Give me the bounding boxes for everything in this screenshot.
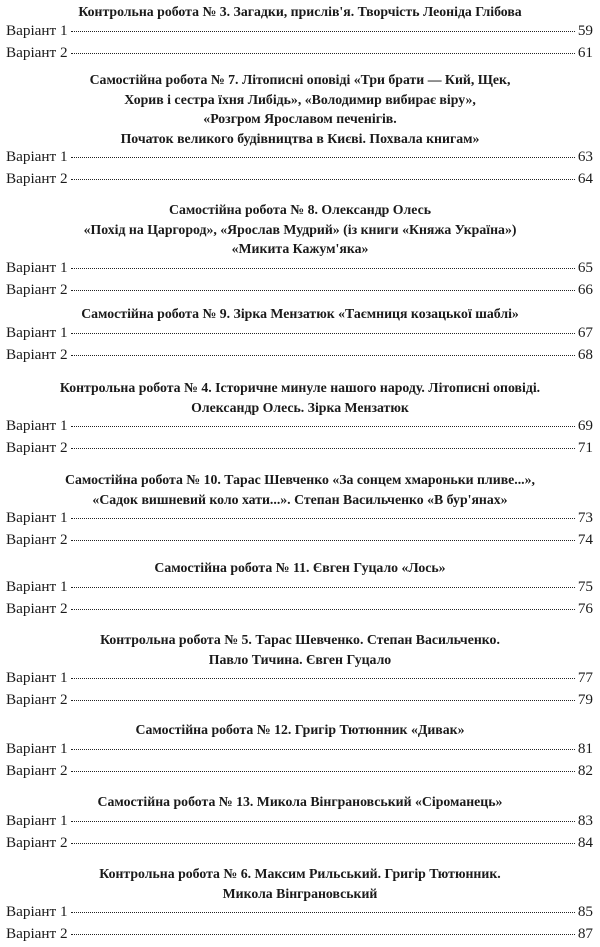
page-number: 79 bbox=[577, 691, 593, 708]
page-number: 71 bbox=[577, 439, 593, 456]
toc-entry[interactable] bbox=[0, 259, 600, 281]
entry-label: Варіант 2 bbox=[6, 925, 68, 942]
heading-line: Початок великого будівництва в Києві. Похвала книгам» bbox=[120, 130, 480, 146]
entry-label: Варіант 1 bbox=[6, 148, 68, 165]
dot-leader bbox=[71, 426, 575, 427]
section-heading bbox=[0, 864, 600, 903]
toc-section bbox=[0, 558, 600, 622]
entry-label: Варіант 1 bbox=[6, 509, 68, 526]
toc-entry[interactable] bbox=[0, 346, 600, 368]
section-heading bbox=[0, 2, 600, 22]
section-heading bbox=[0, 630, 600, 669]
page-number: 75 bbox=[577, 577, 593, 595]
dot-leader bbox=[71, 821, 575, 822]
page-number: 66 bbox=[577, 280, 593, 298]
toc-entry[interactable] bbox=[0, 44, 600, 66]
section-heading bbox=[0, 558, 600, 578]
entry-label: Варіант 2 bbox=[6, 43, 68, 61]
heading-line: «Микита Кажум'яка» bbox=[231, 241, 369, 256]
toc-entry[interactable] bbox=[0, 669, 600, 691]
heading-line: Самостійна робота № 10. Тарас Шевченко «За сонцем хмароньки пливе...», bbox=[65, 472, 535, 487]
entry-label: Варіант 1 bbox=[6, 417, 68, 434]
section-heading bbox=[0, 304, 600, 324]
entry-label: Варіант 2 bbox=[6, 833, 68, 851]
toc-entry[interactable] bbox=[0, 740, 600, 762]
toc-section bbox=[0, 378, 600, 461]
page-number: 63 bbox=[577, 148, 593, 165]
entry-label: Варіант 1 bbox=[6, 577, 68, 595]
toc-entry[interactable] bbox=[0, 600, 600, 622]
heading-line: Самостійна робота № 9. Зірка Мензатюк «Таємниця козацької шаблі» bbox=[81, 306, 519, 321]
page-number: 77 bbox=[577, 669, 593, 686]
dot-leader bbox=[71, 268, 575, 269]
toc-section bbox=[0, 200, 600, 303]
heading-line: Контрольна робота № 3. Загадки, прислів'я. Творчість Леоніда Глібова bbox=[78, 4, 522, 19]
dot-leader bbox=[71, 333, 575, 334]
heading-line: «Садок вишневий коло хати...». Степан Васильченко «В бур'янах» bbox=[92, 491, 508, 507]
page-number: 73 bbox=[577, 509, 593, 526]
heading-line: Хорив і сестра їхня Либідь», «Володимир вибирає віру», bbox=[124, 91, 476, 107]
dot-leader bbox=[71, 771, 575, 772]
dot-leader bbox=[71, 934, 575, 935]
dot-leader bbox=[71, 700, 575, 701]
heading-line: Павло Тичина. Євген Гуцало bbox=[208, 651, 392, 667]
entry-label: Варіант 1 bbox=[6, 903, 68, 920]
page-number: 68 bbox=[577, 345, 593, 363]
toc-entry[interactable] bbox=[0, 812, 600, 834]
dot-leader bbox=[71, 518, 575, 519]
toc-entry[interactable] bbox=[0, 509, 600, 531]
entry-label: Варіант 2 bbox=[6, 280, 68, 298]
entry-label: Варіант 1 bbox=[6, 323, 68, 341]
section-heading bbox=[0, 200, 600, 259]
toc-entry[interactable] bbox=[0, 281, 600, 303]
page-number: 59 bbox=[577, 21, 593, 39]
section-heading bbox=[0, 378, 600, 417]
toc-entry[interactable] bbox=[0, 417, 600, 439]
entry-label: Варіант 1 bbox=[6, 811, 68, 829]
entry-label: Варіант 1 bbox=[6, 258, 68, 276]
toc-section bbox=[0, 2, 600, 66]
entry-label: Варіант 2 bbox=[6, 531, 68, 548]
dot-leader bbox=[71, 540, 575, 541]
toc-entry[interactable] bbox=[0, 439, 600, 461]
toc-entry[interactable] bbox=[0, 691, 600, 713]
dot-leader bbox=[71, 31, 575, 32]
page-number: 81 bbox=[577, 739, 593, 757]
section-heading bbox=[0, 470, 600, 509]
toc-entry[interactable] bbox=[0, 324, 600, 346]
dot-leader bbox=[71, 179, 575, 180]
toc-entry[interactable] bbox=[0, 170, 600, 192]
heading-line: Самостійна робота № 13. Микола Вінграновський «Сіроманець» bbox=[97, 794, 503, 809]
dot-leader bbox=[71, 355, 575, 356]
dot-leader bbox=[71, 157, 575, 158]
entry-label: Варіант 2 bbox=[6, 439, 68, 456]
heading-line: Контрольна робота № 6. Максим Рильський. Григір Тютюнник. bbox=[99, 866, 501, 881]
heading-line: «Похід на Царгород», «Ярослав Мудрий» (із книги «Княжа Україна») bbox=[83, 221, 517, 237]
toc-section bbox=[0, 792, 600, 856]
entry-label: Варіант 2 bbox=[6, 599, 68, 617]
section-heading bbox=[0, 792, 600, 812]
section-heading bbox=[0, 70, 600, 148]
page-number: 74 bbox=[577, 531, 593, 548]
toc-entry[interactable] bbox=[0, 578, 600, 600]
page-number: 64 bbox=[577, 170, 593, 187]
entry-label: Варіант 1 bbox=[6, 669, 68, 686]
toc-section bbox=[0, 70, 600, 192]
dot-leader bbox=[71, 678, 575, 679]
entry-label: Варіант 2 bbox=[6, 761, 68, 779]
page-number: 67 bbox=[577, 323, 593, 341]
dot-leader bbox=[71, 843, 575, 844]
page-number: 83 bbox=[577, 811, 593, 829]
page-number: 85 bbox=[577, 903, 593, 920]
toc-entry[interactable] bbox=[0, 903, 600, 925]
entry-label: Варіант 2 bbox=[6, 170, 68, 187]
page-number: 84 bbox=[577, 833, 593, 851]
dot-leader bbox=[71, 912, 575, 913]
toc-entry[interactable] bbox=[0, 834, 600, 856]
page-number: 76 bbox=[577, 599, 593, 617]
page-number: 65 bbox=[577, 258, 593, 276]
toc-entry[interactable] bbox=[0, 762, 600, 784]
toc-section bbox=[0, 630, 600, 713]
dot-leader bbox=[71, 290, 575, 291]
dot-leader bbox=[71, 609, 575, 610]
page-number: 61 bbox=[577, 43, 593, 61]
toc-entry[interactable] bbox=[0, 148, 600, 170]
section-heading bbox=[0, 720, 600, 740]
page-number: 82 bbox=[577, 761, 593, 779]
dot-leader bbox=[71, 749, 575, 750]
entry-label: Варіант 1 bbox=[6, 21, 68, 39]
toc-section bbox=[0, 470, 600, 553]
toc-entry[interactable] bbox=[0, 531, 600, 553]
heading-line: Самостійна робота № 12. Григір Тютюнник «Дивак» bbox=[135, 722, 465, 737]
heading-line: Олександр Олесь. Зірка Мензатюк bbox=[191, 399, 409, 415]
toc-entry[interactable] bbox=[0, 925, 600, 947]
page-number: 69 bbox=[577, 417, 593, 434]
heading-line: Контрольна робота № 4. Історичне минуле нашого народу. Літописні оповіді. bbox=[59, 380, 541, 395]
dot-leader bbox=[71, 587, 575, 588]
heading-line: Контрольна робота № 5. Тарас Шевченко. Степан Васильченко. bbox=[100, 632, 500, 647]
heading-line: Самостійна робота № 8. Олександр Олесь bbox=[169, 202, 431, 217]
page-number: 87 bbox=[577, 925, 593, 942]
dot-leader bbox=[71, 448, 575, 449]
heading-line: «Розгром Ярославом печенігів. bbox=[203, 111, 397, 126]
entry-label: Варіант 1 bbox=[6, 739, 68, 757]
heading-line: Микола Вінграновський bbox=[222, 885, 378, 901]
heading-line: Самостійна робота № 11. Євген Гуцало «Лось» bbox=[154, 560, 446, 575]
entry-label: Варіант 2 bbox=[6, 345, 68, 363]
toc-section bbox=[0, 720, 600, 784]
toc-section bbox=[0, 304, 600, 368]
toc-section bbox=[0, 864, 600, 947]
heading-line: Самостійна робота № 7. Літописні оповіді «Три брати — Кий, Щек, bbox=[89, 72, 511, 87]
entry-label: Варіант 2 bbox=[6, 691, 68, 708]
toc-entry[interactable] bbox=[0, 22, 600, 44]
dot-leader bbox=[71, 53, 575, 54]
